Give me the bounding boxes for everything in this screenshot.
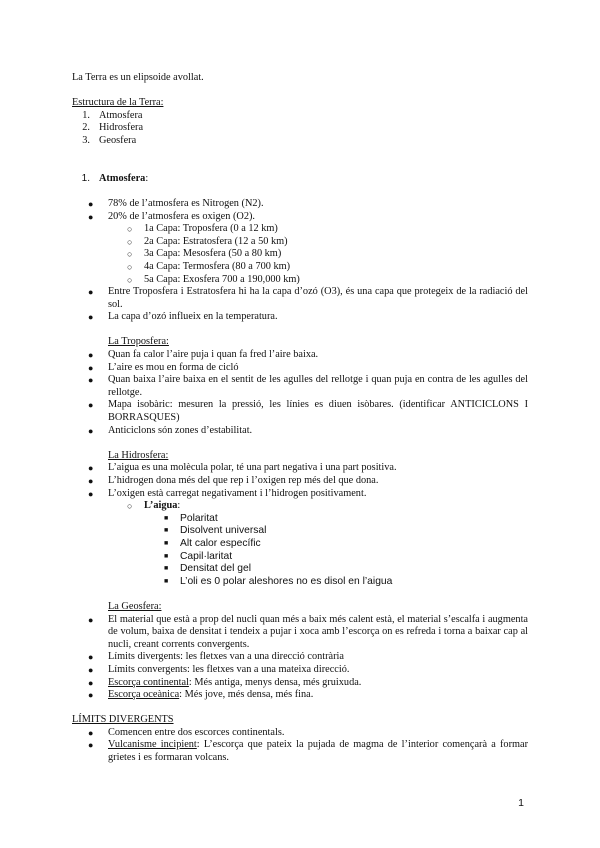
list-item: 1. Atmosfera	[82, 109, 143, 121]
bullet-icon: ●	[88, 740, 94, 751]
list-item: ● Comencen entre dos escorces continentals.	[88, 726, 285, 738]
list-item: ● Escorça oceànica: Més jove, més densa, més fina.	[88, 689, 314, 701]
property-item: ■ Densitat del gel	[164, 563, 251, 575]
square-bullet-icon: ■	[164, 527, 169, 535]
list-item: ● El material que està a prop del nucli quan més a baix més calent està, el material s’escalfa i augmenta de volum, baixa de densitat i tendeix a pujar i xoca amb l’escorça on es refreda i torna a baixar cap al nucli, creant corrents convergents.	[88, 613, 528, 650]
hidrosfera-heading: La Hidrosfera:	[108, 449, 169, 461]
circle-bullet-icon: ○	[127, 236, 133, 247]
list-item: 3. Geosfera	[82, 134, 137, 146]
bullet-icon: ●	[88, 476, 94, 486]
list-item: ● Entre Troposfera i Estratosfera hi ha la capa d’ozó (O3), és una capa que protegeix de la radiació del sol.	[88, 286, 528, 310]
list-item: ● Quan baixa l’aire baixa en el sentit de les agulles del rellotge i quan puja en contra de les agulles del rellotge.	[88, 374, 528, 398]
bullet-icon: ●	[88, 375, 94, 386]
property-item: ■ Disolvent universal	[164, 525, 267, 537]
property-item: ■ Capil·laritat	[164, 550, 233, 562]
list-item: ● Límits convergents: les fletxes van a una mateixa direcció.	[88, 663, 350, 675]
bullet-icon: ●	[88, 690, 94, 701]
list-item: 2. Hidrosfera	[82, 122, 144, 134]
sub-list-item: ○ 5a Capa: Exosfera 700 a 190,000 km)	[127, 273, 300, 285]
bullet-icon: ●	[88, 211, 94, 222]
sub-list-item: ○ 3a Capa: Mesosfera (50 a 80 km)	[127, 248, 282, 260]
square-bullet-icon: ■	[164, 577, 169, 585]
sub-list-item: ○ 1a Capa: Troposfera (0 a 12 km)	[127, 223, 278, 235]
bullet-icon: ●	[88, 198, 94, 209]
bullet-icon: ●	[88, 652, 94, 663]
property-item: ■ Polaritat	[164, 512, 218, 524]
list-item: ● Mapa isobàric: mesuren la pressió, les línies es diuen isòbares. (identificar ANTICICLONS I BORRASQUES)	[88, 399, 528, 424]
list-item: ● Límits divergents: les fletxes van a una direcció contrària	[88, 651, 344, 663]
bullet-icon: ●	[88, 463, 94, 474]
bullet-icon: ●	[88, 614, 94, 625]
list-item: ● Vulcanisme incipient: L’escorça que pateix la pujada de magma de l’interior començarà a formar grietes i es formaran volcans.	[88, 739, 529, 764]
square-bullet-icon: ■	[164, 552, 169, 560]
limits-heading: LÍMITS DIVERGENTS	[72, 714, 174, 726]
section-title-atmosfera: 1. Atmosfera:	[81, 172, 149, 184]
bullet-icon: ●	[88, 664, 94, 675]
list-item: ● L’aire es mou en forma de cicló	[88, 361, 239, 373]
bullet-icon: ●	[88, 362, 94, 373]
list-item: ● Anticiclons són zones d’estabilitat.	[88, 424, 253, 436]
page-number: 1	[518, 797, 524, 810]
property-item: ■ L’oli es 0 polar aleshores no es disol en l’aigua	[164, 575, 393, 587]
bullet-icon: ●	[88, 425, 94, 436]
circle-bullet-icon: ○	[127, 261, 133, 272]
list-item: ● 78% de l’atmosfera es Nitrogen (N2).	[88, 197, 264, 209]
bullet-icon: ●	[88, 312, 94, 323]
circle-bullet-icon: ○	[127, 501, 133, 512]
list-item: ● L’aigua es una molècula polar, té una part negativa i una part positiva.	[88, 462, 397, 474]
list-item: ● Quan fa calor l’aire puja i quan fa fred l’aire baixa.	[88, 349, 319, 361]
bullet-icon: ●	[88, 727, 94, 738]
list-item: ● 20% de l’atmosfera es oxigen (O2).	[88, 210, 255, 222]
intro-line: La Terra es un elipsoide avollat.	[72, 72, 204, 83]
list-item: ● L’oxigen està carregat negativament i l’hidrogen positivament.	[88, 487, 367, 499]
bullet-icon: ●	[88, 488, 94, 499]
list-item: ● L’hidrogen dona més del que rep i l’oxigen rep més del que dona.	[88, 475, 379, 486]
circle-bullet-icon: ○	[127, 249, 133, 260]
structure-list	[72, 110, 528, 148]
bullet-icon: ●	[88, 350, 94, 361]
sub-list-item: ○ L’aigua:	[127, 500, 181, 512]
troposfera-heading: La Troposfera:	[108, 336, 169, 348]
geosfera-heading: La Geosfera:	[108, 600, 162, 612]
property-item: ■ Alt calor específic	[164, 537, 261, 549]
square-bullet-icon: ■	[164, 539, 169, 547]
sub-list-item: ○ 2a Capa: Estratosfera (12 a 50 km)	[127, 235, 288, 247]
bullet-icon: ●	[88, 400, 94, 411]
document-body	[72, 72, 528, 765]
circle-bullet-icon: ○	[127, 224, 133, 235]
structure-heading: Estructura de la Terra:	[72, 97, 164, 109]
square-bullet-icon: ■	[164, 565, 169, 573]
sub-list-item: ○ 4a Capa: Termosfera (80 a 700 km)	[127, 260, 291, 272]
bullet-icon: ●	[88, 677, 94, 688]
square-bullet-icon: ■	[164, 514, 169, 522]
circle-bullet-icon: ○	[127, 274, 133, 285]
list-item: ● Escorça continental: Més antiga, menys densa, més gruixuda.	[88, 676, 362, 688]
bullet-icon: ●	[88, 287, 94, 298]
list-item: ● La capa d’ozó influeix en la temperatura.	[88, 311, 278, 323]
